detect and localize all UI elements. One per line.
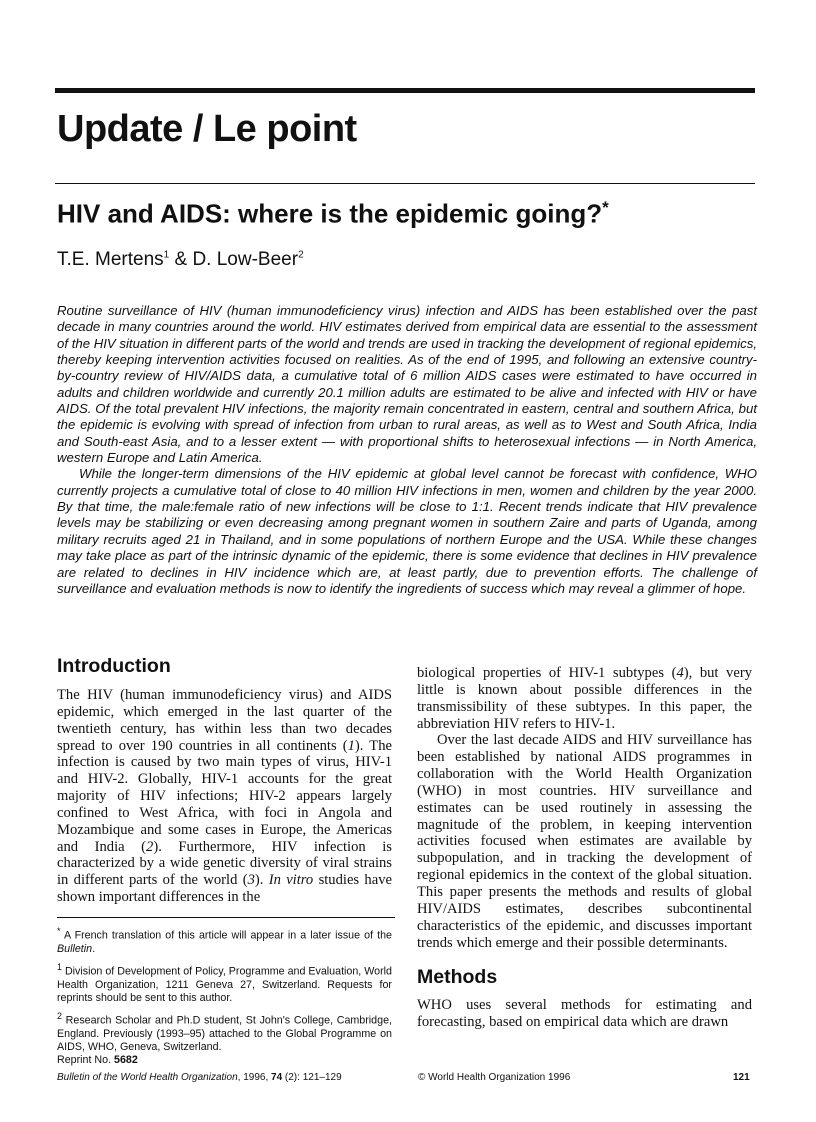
author-1: T.E. Mertens xyxy=(57,249,164,270)
introduction-heading: Introduction xyxy=(57,655,171,677)
abstract-paragraph-1: Routine surveillance of HIV (human immunodeficiency virus) infection and AIDS has been established over the past decade in many countries around the world. HIV estimates derived from empirical data are essential to the assessment of the HIV situation in different parts of the world and trends are used in tracking the development of regional epidemics, thereby keeping intervention activities focused on realities. As of the end of 1995, and following an extensive country-by-country review of HIV/AIDS data, a cumulative total of 6 million AIDS cases were estimated to have occurred in adults and children worldwide and currently 20.1 million adults are estimated to be alive and infected with HIV or have AIDS. Of the total prevalent HIV infections, the majority remain concentrated in eastern, central and southern Africa, but the epidemic is evolving with spread of infection from urban to rural areas, as well as to West and South Africa, India and South-east Asia, and to a lesser extent — with proportional shifts to heterosexual infections — in North America, western Europe and Latin America. xyxy=(57,303,757,466)
footnote-rule xyxy=(57,917,395,918)
footer-year: , 1996, xyxy=(237,1072,272,1083)
intro-text: ). Furthermore, HIV infection is characterized by a wide genetic diversity of viral strains in different parts of the world ( xyxy=(57,838,392,889)
footer-issue: (2): 121–129 xyxy=(282,1072,342,1083)
section-heading: Update / Le point xyxy=(57,108,357,150)
left-column xyxy=(57,687,392,906)
section-rule xyxy=(55,183,755,184)
article-title xyxy=(57,198,609,230)
journal-name: Bulletin xyxy=(57,942,93,955)
top-thick-rule xyxy=(55,88,755,93)
footer-copyright: © World Health Organization 1996 xyxy=(418,1072,571,1083)
footnote-mark: 2 xyxy=(57,1011,62,1022)
author-2: D. Low-Beer xyxy=(192,249,299,270)
footer-volume: 74 xyxy=(271,1072,283,1083)
footnote-text: . xyxy=(92,942,96,955)
citation-2: 2 xyxy=(146,838,154,855)
intro-text: biological properties of HIV-1 subtypes ( xyxy=(417,665,677,681)
intro-paragraph-1 xyxy=(57,687,392,906)
intro-paragraph-2: Over the last decade AIDS and HIV surveillance has been established by national AIDS programmes in collaboration with the World Health Organization (WHO) in most countries. HIV surveillance and estimates can be used routinely in assessing the magnitude of the problem, in keeping intervention activities focused when estimates are available by subpopulation, and in tracking the development of regional epidemics in the context of the global situation. This paper presents the methods and results of global HIV/AIDS estimates, describes subcontinental characteristics of the epidemic, and discusses important trends which emerge and their possible determinants. xyxy=(417,732,752,951)
intro-text: The HIV (human immunodeficiency virus) and AIDS epidemic, which emerged in the last quarter of the twentieth century, has within less than two decades spread to over 190 countries in all continents ( xyxy=(57,687,392,754)
footnote-text: Research Scholar and Ph.D student, St John's College, Cambridge, England. Previously (1993–95) attached to the Global Programme on AIDS, WHO, Geneva, Switzerland. xyxy=(57,1014,392,1054)
intro-text: ). xyxy=(254,872,269,889)
author-2-affil: 2 xyxy=(298,249,304,261)
footnote-mark: * xyxy=(57,926,61,936)
footer-journal: Bulletin of the World Health Organization xyxy=(57,1072,238,1083)
title-footnote-mark: * xyxy=(602,198,609,217)
footer-citation xyxy=(57,1072,342,1083)
right-column xyxy=(417,665,752,1031)
reprint-label: Reprint No. xyxy=(57,1054,115,1067)
intro-continuation xyxy=(417,665,752,732)
in-vitro-term: In vitro xyxy=(268,872,314,889)
intro-text: studies have shown important differences in the xyxy=(57,872,392,906)
methods-heading: Methods xyxy=(417,966,498,989)
reprint-value: 5682 xyxy=(114,1054,138,1067)
footnote-2 xyxy=(57,1010,392,1054)
reprint-number xyxy=(57,1054,392,1067)
citation-3: 3 xyxy=(247,872,255,889)
citation-4: 4 xyxy=(676,665,684,681)
footnote-star xyxy=(57,925,392,956)
page-number: 121 xyxy=(733,1072,750,1083)
footnote-text: A French translation of this article will appear in a later issue of the xyxy=(63,929,392,942)
abstract-paragraph-2: While the longer-term dimensions of the HIV epidemic at global level cannot be forecast with confidence, WHO currently projects a cumulative total of close to 40 million HIV infections in men, women and children by the year 2000. By that time, the male:female ratio of new infections will be close to 1:1. Recent trends indicate that HIV prevalence levels may be stabilizing or even decreasing among pregnant women in southern Zaire and parts of Uganda, among military recruits aged 21 in Thailand, and in some populations of northern Europe and the USA. While these changes may take place as part of the intrinsic dynamic of the epidemic, there is some evidence that declines in HIV prevalence are related to declines in HIV incidence which are, at least partly, due to prevention efforts. The challenge of surveillance and evaluation methods is now to identify the ingredients of success which may reveal a glimmer of hope. xyxy=(57,466,757,596)
intro-text: ), but very little is known about possible differences in the transmissibility of these subtypes. In this paper, the abbreviation HIV refers to HIV-1. xyxy=(417,665,752,732)
footnote-text: Division of Development of Policy, Programme and Evaluation, World Health Organization, 1211 Geneva 27, Switzerland. Requests for reprints should be sent to this author. xyxy=(57,965,392,1004)
footnotes xyxy=(57,925,392,1073)
article-title-text: HIV and AIDS: where is the epidemic going? xyxy=(57,198,603,229)
abstract xyxy=(57,303,757,597)
citation-1: 1 xyxy=(347,737,355,754)
intro-text: ). The infection is caused by two main types of virus, HIV-1 and HIV-2. Globally, HIV-1 accounts for the great majority of HIV infections; HIV-2 appears largely confined to West Africa, with foci in Angola and Mozambique and some cases in Europe, the Americas and India ( xyxy=(57,737,392,855)
author-line xyxy=(57,249,304,271)
footnote-1 xyxy=(57,961,392,1005)
footnote-mark: 1 xyxy=(57,961,62,972)
methods-paragraph-1: WHO uses several methods for estimating and forecasting, based on empirical data which are drawn xyxy=(417,997,752,1031)
author-1-affil: 1 xyxy=(163,249,170,261)
author-separator: & xyxy=(169,249,193,270)
